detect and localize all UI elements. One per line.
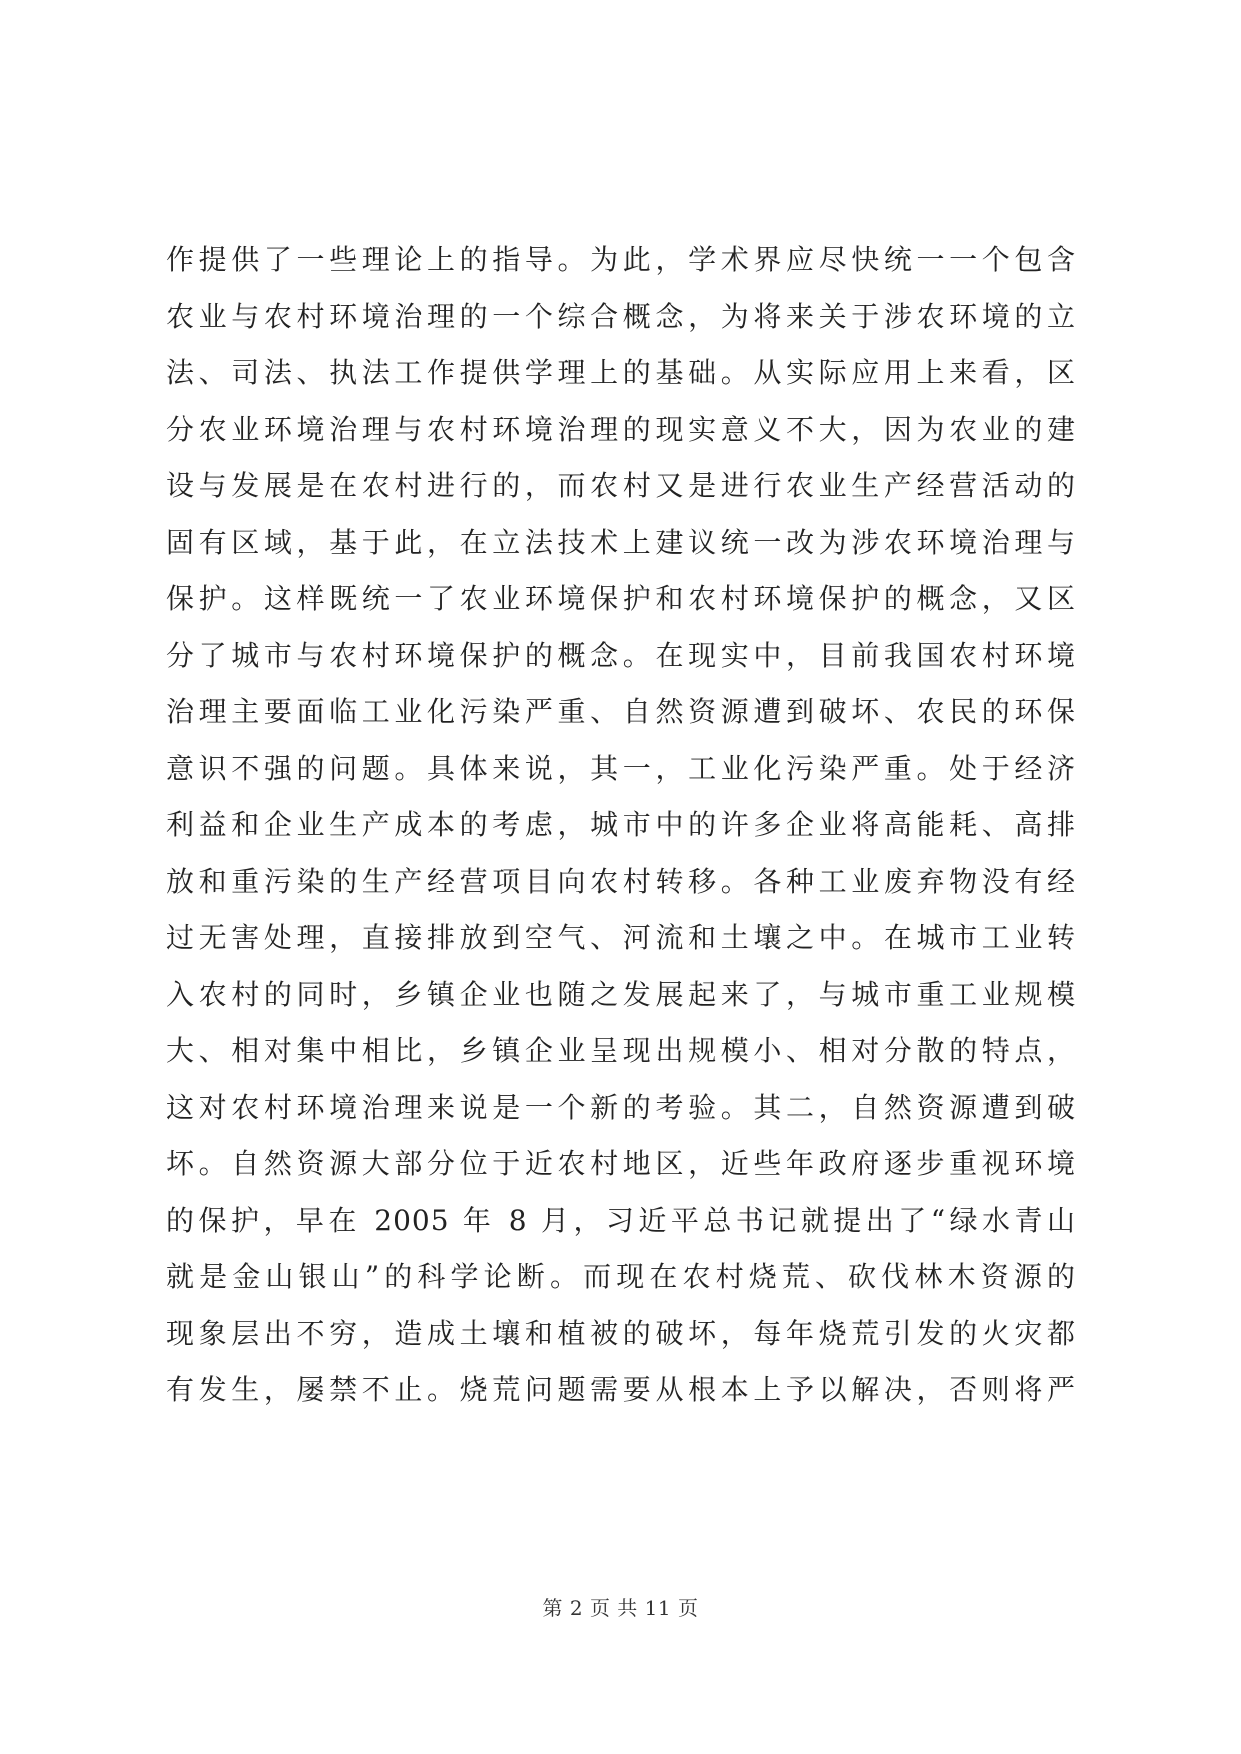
body-text: [166, 232, 1076, 1419]
text-line: 设与发展是在农村进行的，而农村又是进行农业生产经营活动的: [166, 469, 1076, 502]
text-line: 分农业环境治理与农村环境治理的现实意义不大，因为农业的建: [166, 412, 1076, 446]
text-line: 分了城市与农村环境保护的概念。在现实中，目前我国农村环境: [166, 638, 1076, 672]
text-line: 入农村的同时，乡镇企业也随之发展起来了，与城市重工业规模: [166, 977, 1076, 1011]
text-line: 现象层出不穷，造成土壤和植被的破坏，每年烧荒引发的火灾都: [166, 1316, 1076, 1350]
text-line: 利益和企业生产成本的考虑，城市中的许多企业将高能耗、高排: [166, 808, 1076, 841]
text-line: 坏。自然资源大部分位于近农村地区，近些年政府逐步重视环境: [166, 1147, 1076, 1180]
page-footer: [0, 1592, 1241, 1621]
text-line: 就是金山银山”的科学论断。而现在农村烧荒、砍伐林木资源的: [166, 1260, 1076, 1293]
text-line: 法、司法、执法工作提供学理上的基础。从实际应用上来看，区: [166, 356, 1076, 389]
text-line: 固有区域，基于此，在立法技术上建议统一改为涉农环境治理与: [166, 525, 1076, 559]
text-line: 意识不强的问题。具体来说，其一，工业化污染严重。处于经济: [166, 751, 1076, 785]
text-line: 农业与农村环境治理的一个综合概念，为将来关于涉农环境的立: [166, 299, 1076, 333]
text-line: 的保护，早在 2005 年 8 月，习近平总书记就提出了“绿水青山: [166, 1203, 1076, 1237]
text-line: 这对农村环境治理来说是一个新的考验。其二，自然资源遭到破: [166, 1090, 1076, 1124]
text-line: 过无害处理，直接排放到空气、河流和土壤之中。在城市工业转: [166, 921, 1076, 954]
text-line: 大、相对集中相比，乡镇企业呈现出规模小、相对分散的特点，: [166, 1034, 1076, 1067]
page-number-label: 第 2 页 共 11 页: [542, 1596, 699, 1620]
text-line: 治理主要面临工业化污染严重、自然资源遭到破坏、农民的环保: [166, 695, 1076, 728]
text-line: 有发生，屡禁不止。烧荒问题需要从根本上予以解决，否则将严: [166, 1373, 1076, 1406]
text-line: 作提供了一些理论上的指导。为此，学术界应尽快统一一个包含: [166, 243, 1076, 276]
text-line: 保护。这样既统一了农业环境保护和农村环境保护的概念，又区: [166, 582, 1076, 615]
text-line: 放和重污染的生产经营项目向农村转移。各种工业废弃物没有经: [166, 864, 1076, 898]
